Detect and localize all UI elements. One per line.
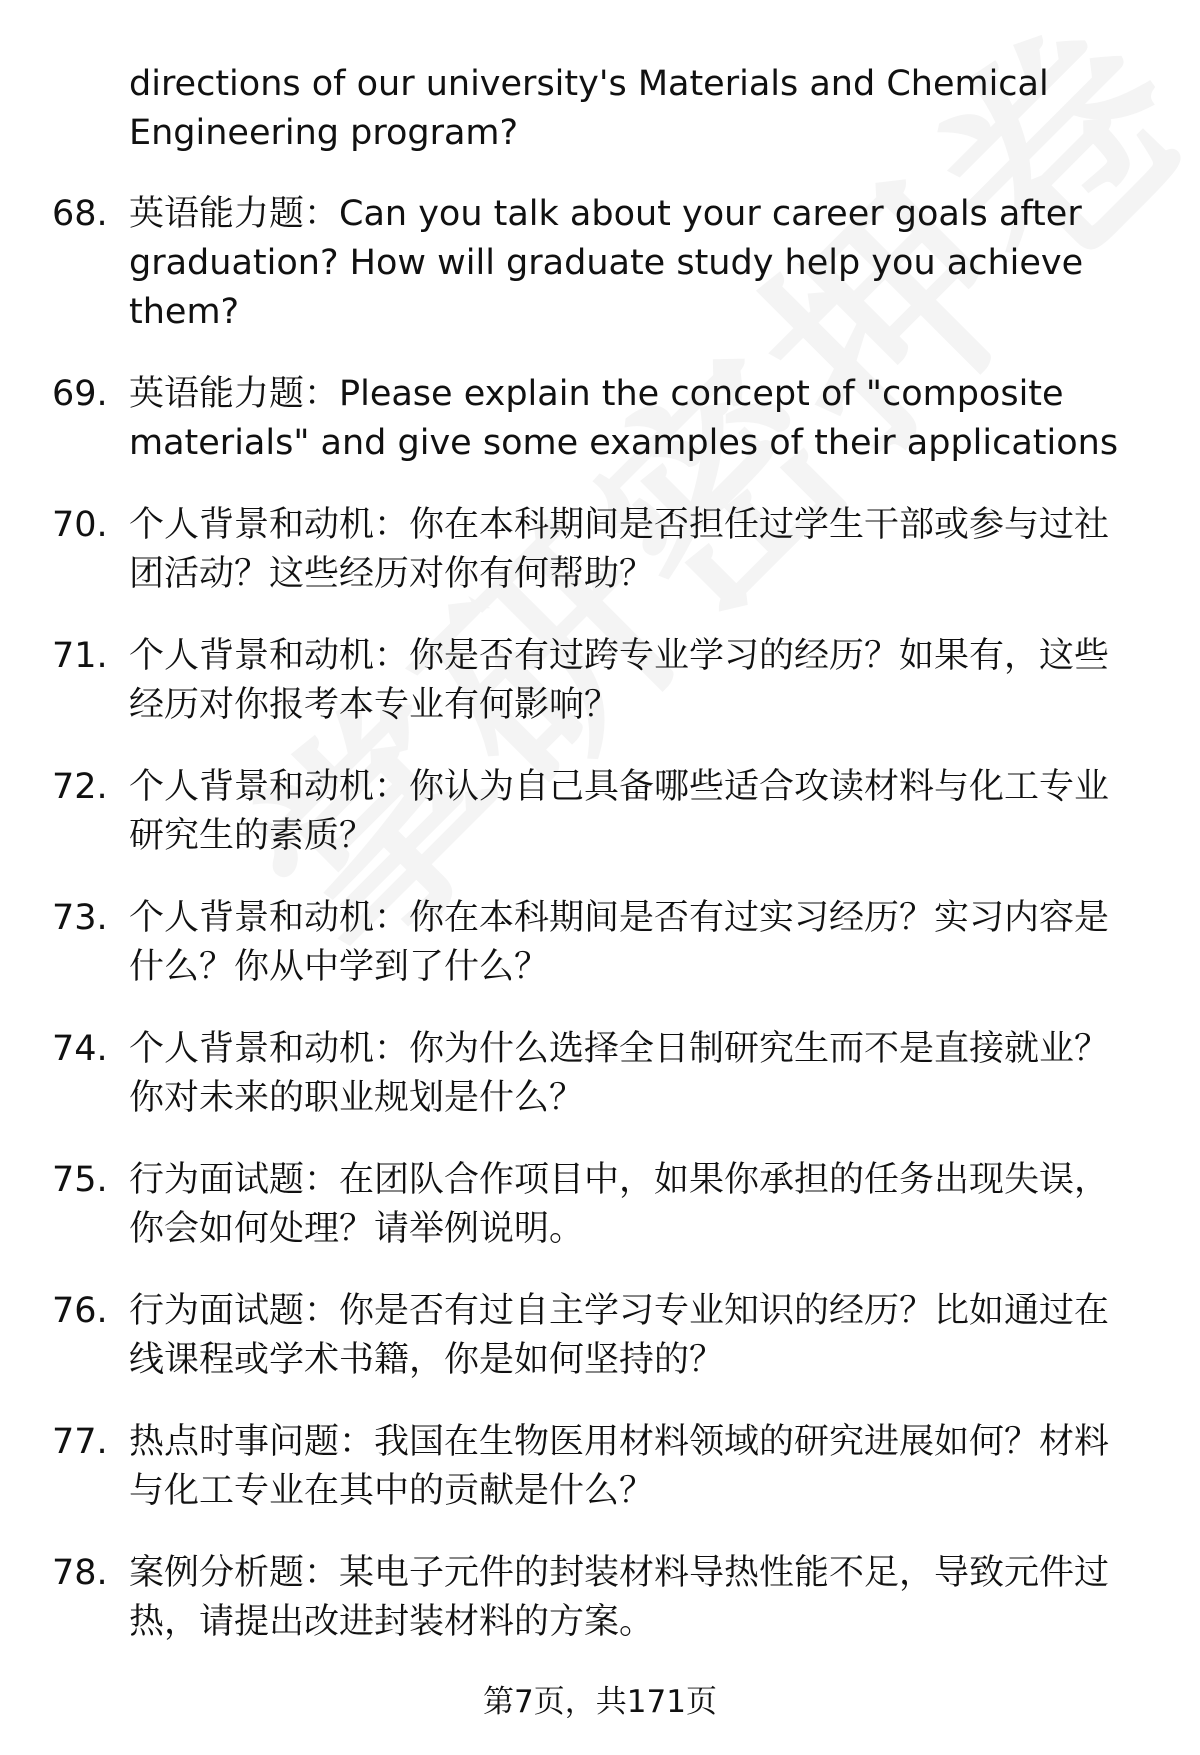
question-item (52, 370, 1152, 468)
question-text: 个人背景和动机：你是否有过跨专业学习的经历？如果有，这些经历对你报考本专业有何影响？ (129, 636, 1110, 725)
question-text: 行为面试题：你是否有过自主学习专业知识的经历？比如通过在线课程或学术书籍，你是如何坚持的？ (129, 1291, 1110, 1380)
question-item (52, 632, 1152, 730)
question-number: 77. (52, 1422, 108, 1462)
question-number: 70. (52, 505, 108, 545)
question-number: 76. (52, 1291, 108, 1331)
question-text: 热点时事问题：我国在生物医用材料领域的研究进展如何？材料与化工专业在其中的贡献是什么？ (129, 1422, 1110, 1511)
question-number: 69. (52, 374, 108, 414)
question-item (52, 1156, 1152, 1254)
question-item (52, 190, 1152, 337)
question-item (52, 1025, 1152, 1123)
question-number: 74. (52, 1029, 108, 1069)
question-item (52, 894, 1152, 992)
question-item (52, 763, 1152, 861)
question-text: 行为面试题：在团队合作项目中，如果你承担的任务出现失误，你会如何处理？请举例说明。 (129, 1160, 1110, 1249)
question-number: 71. (52, 636, 108, 676)
question-number: 68. (52, 194, 108, 234)
question-number: 75. (52, 1160, 108, 1200)
question-text: 个人背景和动机：你认为自己具备哪些适合攻读材料与化工专业研究生的素质？ (129, 767, 1110, 856)
question-item (52, 1549, 1152, 1647)
question-text: 个人背景和动机：你在本科期间是否担任过学生干部或参与过社团活动？这些经历对你有何帮助？ (129, 505, 1110, 594)
question-text: 个人背景和动机：你在本科期间是否有过实习经历？实习内容是什么？你从中学到了什么？ (129, 898, 1110, 987)
question-item (52, 501, 1152, 599)
page-footer: 第7页，共171页 (483, 1684, 717, 1720)
question-item (52, 1287, 1152, 1385)
question-number: 78. (52, 1553, 108, 1593)
question-text: 英语能力题：Can you talk about your career goals after graduation? How will graduate study help you achieve them? (129, 194, 1084, 332)
question-list (52, 190, 1152, 1680)
question-number: 73. (52, 898, 108, 938)
continuation-text: directions of our university's Materials and Chemical Engineering program? (129, 64, 1049, 153)
question-text: 个人背景和动机：你为什么选择全日制研究生而不是直接就业？你对未来的职业规划是什么？ (129, 1029, 1110, 1118)
question-number: 72. (52, 767, 108, 807)
question-text: 英语能力题：Please explain the concept of "composite materials" and give some examples of their applications (129, 374, 1119, 463)
question-item (52, 1418, 1152, 1516)
question-text: 案例分析题：某电子元件的封装材料导热性能不足，导致元件过热，请提出改进封装材料的方案。 (129, 1553, 1110, 1642)
